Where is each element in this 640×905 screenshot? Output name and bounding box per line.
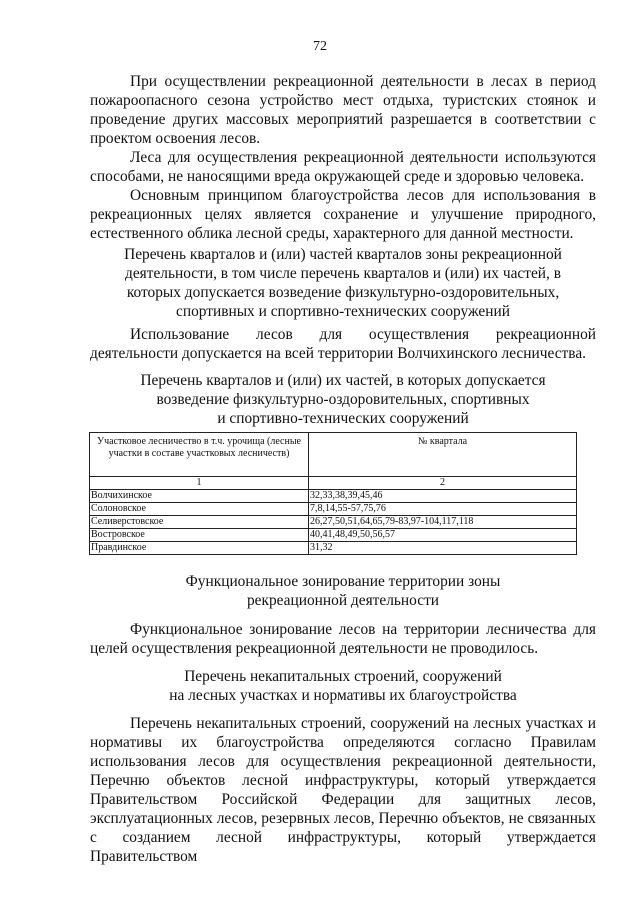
table-row: [90, 529, 577, 542]
quarter-numbers: 32,33,38,39,45,46: [309, 490, 577, 503]
caption-line: и спортивно-технических сооружений: [217, 410, 469, 427]
quarters-table: [89, 432, 577, 555]
table-row: [90, 542, 577, 555]
forestry-name: Правдинское: [90, 542, 309, 555]
paragraph-structures: Перечень некапитальных строений, сооружений на лесных участках и нормативы их благоустройства определяются согласно Правилам использования лесов для осуществления рекреационной деятельности, Перечню объектов лесной инфраструктуры, который утверждается Правительством Российской Федерации для защитных лесов, эксплуатационных лесов, резервных лесов, Перечню объектов, не связанных с созданием лесной инфраструктуры, который утверждается Правительством: [90, 715, 596, 865]
table-row: [90, 490, 577, 503]
zoning-section: [90, 620, 596, 658]
heading-zoning: [90, 572, 596, 610]
heading-line: деятельности, в том числе перечень кварталов и (или) их частей, в: [125, 265, 561, 282]
table-column-number: 2: [309, 477, 577, 490]
caption-line: возведение физкультурно-оздоровительных, спортивных: [156, 391, 530, 408]
quarter-numbers: 31,32: [309, 542, 577, 555]
paragraph-zoning: Функциональное зонирование лесов на территории лесничества для целей осуществления рекреационной деятельности не проводилось.: [90, 621, 596, 657]
table-caption: [90, 371, 596, 428]
table-row: [90, 516, 577, 529]
caption-line: Перечень кварталов и (или) их частей, в которых допускается: [140, 372, 546, 389]
forestry-name: Волчихинское: [90, 490, 309, 503]
table-column-number: 1: [90, 477, 309, 490]
table-header-forestry: Участковое лесничество в т.ч. урочища (лесные участки в составе участковых лесничеств): [90, 433, 309, 477]
quarter-numbers: 7,8,14,55-57,75,76: [309, 503, 577, 516]
heading-line: на лесных участках и нормативы их благоустройства: [169, 687, 517, 704]
paragraph-usage: Использование лесов для осуществления рекреационной деятельности допускается на всей территории Волчихинского лесничества.: [90, 326, 596, 362]
quarter-numbers: 26,27,50,51,64,65,79-83,97-104,117,118: [309, 516, 577, 529]
heading-line: которых допускается возведение физкультурно-оздоровительных,: [126, 284, 560, 301]
heading-structures: [90, 667, 596, 705]
intro-section: [90, 72, 596, 243]
forestry-name: Селиверстовское: [90, 516, 309, 529]
structures-section: [90, 714, 596, 866]
heading-line: рекреационной деятельности: [246, 592, 440, 609]
usage-section: [90, 325, 596, 363]
heading-line: Функциональное зонирование территории зоны: [185, 573, 501, 590]
forestry-name: Солоновское: [90, 503, 309, 516]
heading-sports-areas: [90, 245, 596, 321]
heading-line: спортивных и спортивно-технических сооружений: [176, 303, 510, 320]
quarter-numbers: 40,41,48,49,50,56,57: [309, 529, 577, 542]
paragraph-principle: Основным принципом благоустройства лесов для использования в рекреационных целях является сохранение и улучшение природного, естественного облика лесной среды, характерного для данной местности.: [90, 187, 596, 242]
forestry-name: Востровское: [90, 529, 309, 542]
table-row: [90, 503, 577, 516]
heading-line: Перечень кварталов и (или) частей кварталов зоны рекреационной: [124, 246, 562, 263]
paragraph-usage-methods: Леса для осуществления рекреационной деятельности используются способами, не наносящими вреда окружающей среде и здоровью человека.: [90, 149, 596, 185]
table-header-quarter: № квартала: [309, 433, 577, 477]
heading-line: Перечень некапитальных строений, сооружений: [184, 668, 502, 685]
paragraph-fire-season: При осуществлении рекреационной деятельности в лесах в период пожароопасного сезона устройство мест отдыха, туристских стоянок и проведение других массовых мероприятий разрешается в соответствии с проектом освоения лесов.: [90, 73, 596, 147]
page-number: 72: [313, 39, 327, 54]
